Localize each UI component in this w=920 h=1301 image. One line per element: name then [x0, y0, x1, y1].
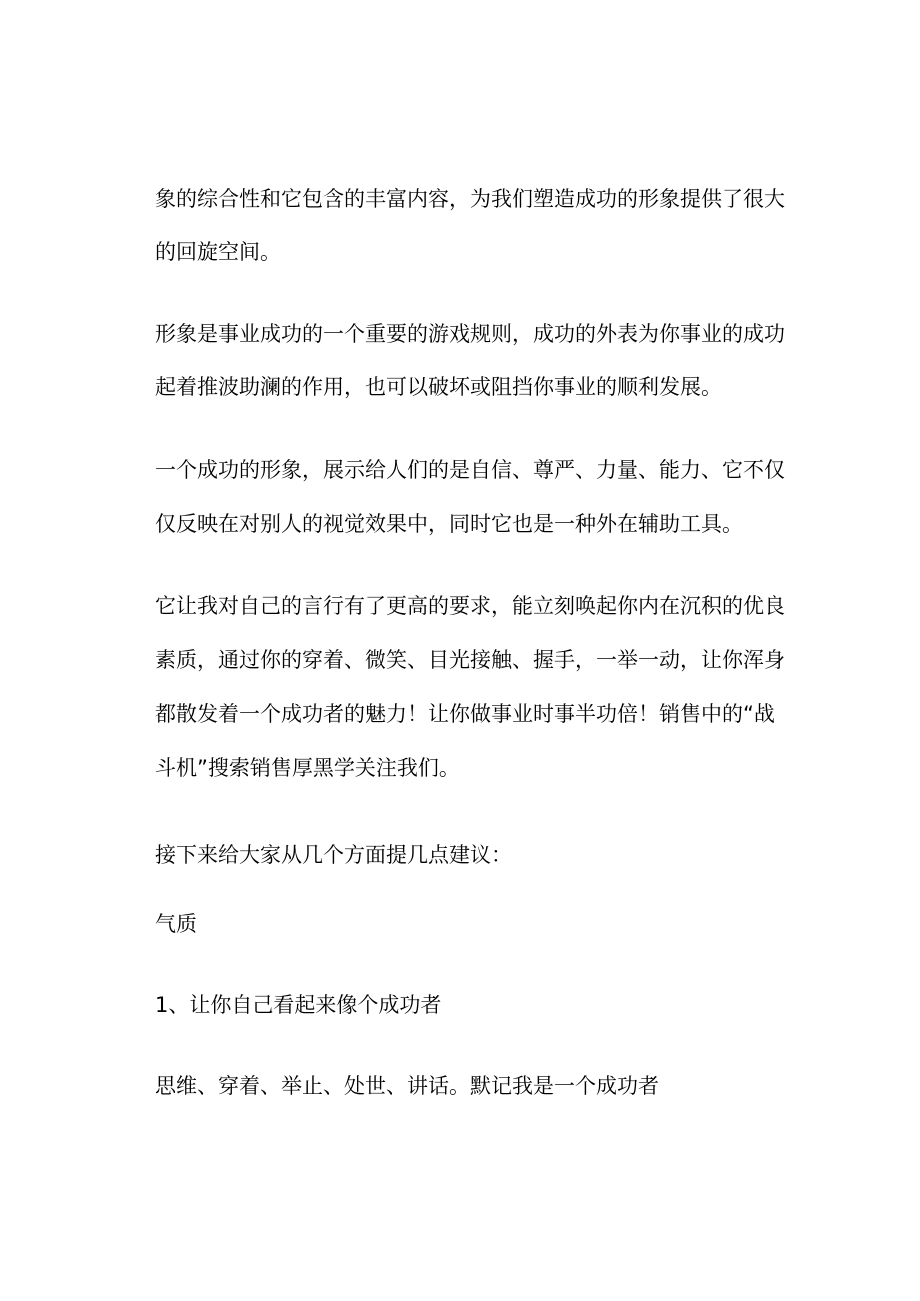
- paragraph-4-line-4: 斗机”搜索销售厚黑学关注我们。: [155, 756, 460, 780]
- paragraph-final-line-1: 思维、穿着、举止、处世、讲话。默记我是一个成功者: [155, 1074, 659, 1098]
- paragraph-2-line-1: 形象是事业成功的一个重要的游戏规则，成功的外表为你事业的成功: [155, 322, 785, 346]
- paragraph-4-line-3: 都散发着一个成功者的魅力！让你做事业时事半功倍！销售中的“战: [155, 702, 775, 726]
- paragraph-5-line-1: 接下来给大家从几个方面提几点建议：: [155, 843, 512, 867]
- section-heading-temperament: 气质: [155, 912, 197, 936]
- paragraph-3-line-2: 仅反映在对别人的视觉效果中，同时它也是一种外在辅助工具。: [155, 512, 743, 536]
- paragraph-2-line-2: 起着推波助澜的作用，也可以破坏或阻挡你事业的顺利发展。: [155, 375, 722, 399]
- paragraph-1-line-2: 的回旋空间。: [155, 240, 281, 264]
- paragraph-1-line-1: 象的综合性和它包含的丰富内容，为我们塑造成功的形象提供了很大: [155, 187, 785, 211]
- list-item-1: 1、让你自己看起来像个成功者: [155, 993, 442, 1017]
- paragraph-3-line-1: 一个成功的形象，展示给人们的是自信、尊严、力量、能力、它不仅: [155, 458, 785, 482]
- paragraph-4-line-2: 素质，通过你的穿着、微笑、目光接触、握手，一举一动，让你浑身: [155, 648, 785, 672]
- paragraph-4-line-1: 它让我对自己的言行有了更高的要求，能立刻唤起你内在沉积的优良: [155, 594, 785, 618]
